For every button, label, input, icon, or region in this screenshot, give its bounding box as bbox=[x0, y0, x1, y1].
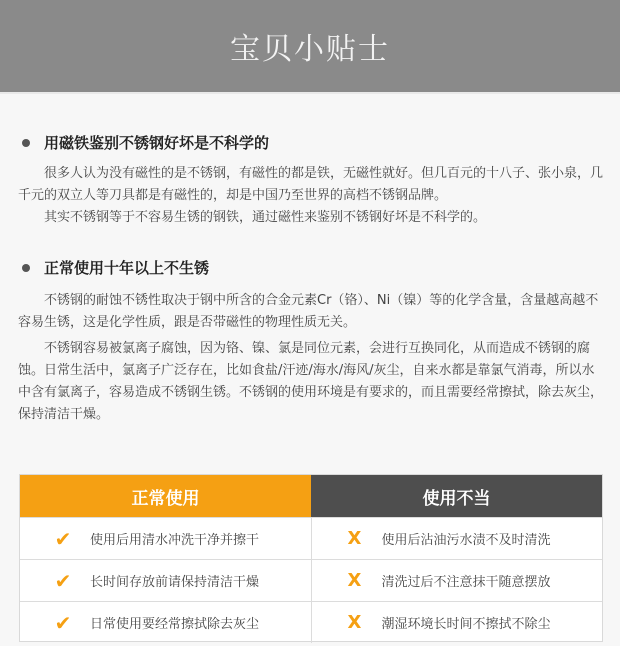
bullet-dot-icon bbox=[22, 139, 30, 147]
header-divider bbox=[0, 92, 620, 94]
section-1-title: 用磁铁鉴别不锈钢好坏是不科学的 bbox=[44, 134, 270, 152]
page-title: 宝贝小贴士 bbox=[230, 32, 390, 67]
table-row bbox=[20, 517, 602, 559]
section-2-title: 正常使用十年以上不生锈 bbox=[44, 259, 210, 277]
section-1-paragraph-1: 很多人认为没有磁性的是不锈钢，有磁性的都是铁，无磁性就好。但几百元的十八子、张小泉，几千元的双立人等刀具都是有磁性的，却是中国乃至世界的高档不锈钢品牌。 bbox=[18, 166, 604, 203]
good-usage-cell bbox=[20, 518, 311, 559]
table-row bbox=[20, 559, 602, 601]
good-usage-header: 正常使用 bbox=[20, 475, 311, 517]
header-banner bbox=[0, 0, 620, 92]
cross-icon: X bbox=[347, 528, 362, 549]
check-icon: ✔ bbox=[54, 568, 72, 593]
good-usage-text: 使用后用清水冲洗干净并擦干 bbox=[90, 533, 260, 548]
good-usage-cell bbox=[20, 560, 311, 601]
bad-usage-text: 使用后沾油污水渍不及时清洗 bbox=[381, 533, 551, 548]
check-icon: ✔ bbox=[54, 526, 72, 551]
good-usage-cell bbox=[20, 602, 311, 643]
section-1-paragraph-2: 其实不锈钢等于不容易生锈的钢铁，通过磁性来鉴别不锈钢好坏是不科学的。 bbox=[44, 210, 487, 225]
section-2-paragraph-2: 不锈钢容易被氯离子腐蚀，因为铬、镍、氯是同位元素，会进行互换同化，从而造成不锈钢的腐蚀。日常生活中，氯离子广泛存在，比如食盐/汗迹/海水/海风/灰尘，自来水都是靠氯气消毒，所以水中含有氯离子，容易造成不锈钢生锈。不锈钢的使用环境是有要求的，而且需要经常擦拭，除去灰尘，保持清洁干燥。 bbox=[18, 341, 604, 422]
table-header bbox=[20, 475, 602, 517]
good-usage-text: 长时间存放前请保持清洁干燥 bbox=[90, 575, 260, 590]
cross-icon: X bbox=[347, 612, 362, 633]
section-2-heading bbox=[22, 257, 209, 278]
bad-usage-text: 潮湿环境长时间不擦拭不除尘 bbox=[381, 617, 551, 632]
check-icon: ✔ bbox=[54, 610, 72, 635]
section-2-paragraph-1: 不锈钢的耐蚀不锈性取决于钢中所含的合金元素Cr（铬）、Ni（镍）等的化学含量，含量越高越不容易生锈，这是化学性质，跟是否带磁性的物理性质无关。 bbox=[18, 293, 599, 330]
table-row bbox=[20, 601, 602, 643]
bad-usage-cell bbox=[311, 560, 603, 601]
bad-usage-header: 使用不当 bbox=[311, 475, 602, 517]
cross-icon: X bbox=[347, 570, 362, 591]
section-1-heading bbox=[22, 132, 269, 153]
bad-usage-cell bbox=[311, 518, 603, 559]
good-usage-text: 日常使用要经常擦拭除去灰尘 bbox=[90, 617, 260, 632]
bad-usage-cell bbox=[311, 602, 603, 643]
bad-usage-text: 清洗过后不注意抹干随意摆放 bbox=[381, 575, 551, 590]
bullet-dot-icon bbox=[22, 264, 30, 272]
usage-comparison-table bbox=[19, 474, 603, 642]
